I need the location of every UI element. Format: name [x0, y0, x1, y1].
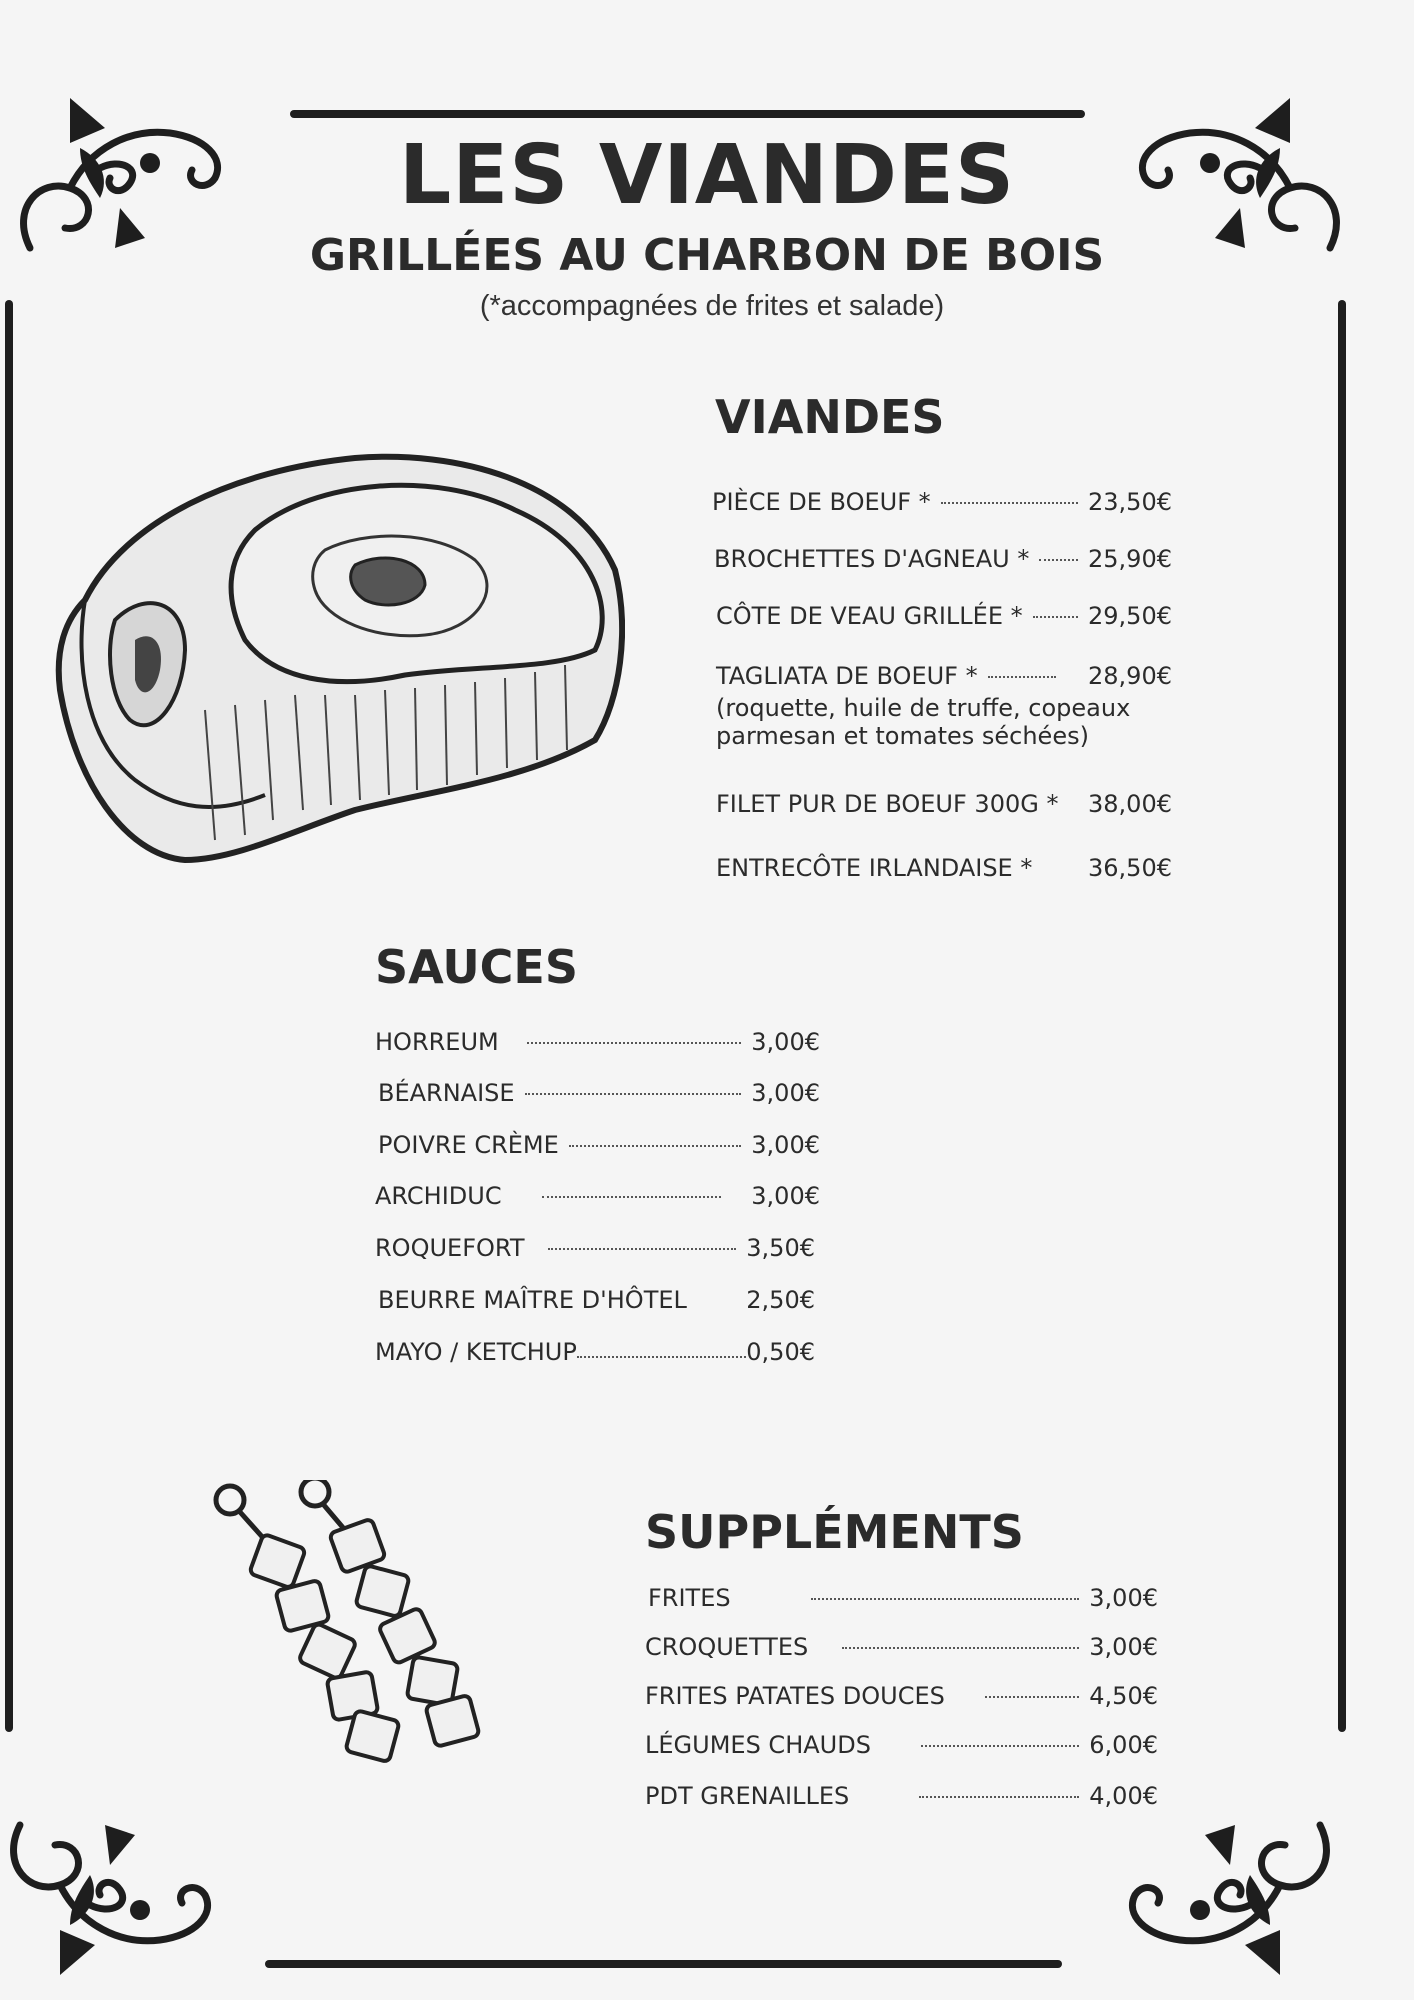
item-price: 25,90€ — [1088, 545, 1172, 573]
list-item — [716, 790, 1172, 818]
left-rule — [5, 300, 13, 1732]
item-name: ENTRECÔTE IRLANDAISE * — [716, 854, 1033, 882]
list-item — [714, 545, 1172, 573]
item-price: 3,50€ — [746, 1234, 815, 1262]
list-item — [645, 1633, 1158, 1661]
dot-leader — [542, 1196, 722, 1198]
dot-leader — [1039, 559, 1078, 561]
top-rule — [290, 110, 1085, 118]
list-item — [716, 602, 1172, 630]
item-price: 3,00€ — [751, 1079, 820, 1107]
skewers-illustration-icon — [205, 1480, 525, 1780]
dot-leader — [941, 502, 1078, 504]
item-price: 4,50€ — [1089, 1682, 1158, 1710]
dot-leader — [811, 1598, 1080, 1600]
item-price: 28,90€ — [1088, 662, 1172, 690]
right-rule — [1338, 300, 1346, 1732]
item-price: 2,50€ — [746, 1286, 815, 1314]
dot-leader — [919, 1796, 1079, 1798]
list-item — [712, 488, 1172, 516]
dot-leader — [988, 676, 1056, 678]
list-item — [375, 1028, 820, 1056]
item-price: 0,50€ — [746, 1338, 815, 1366]
viandes-section-title: VIANDES — [715, 390, 945, 444]
item-name: BROCHETTES D'AGNEAU * — [714, 545, 1030, 573]
dot-leader — [577, 1356, 746, 1358]
dot-leader — [569, 1145, 741, 1147]
sauces-section-title: SAUCES — [375, 940, 578, 994]
list-item — [645, 1782, 1158, 1810]
item-price: 3,00€ — [1089, 1584, 1158, 1612]
item-name: PDT GRENAILLES — [645, 1782, 850, 1810]
item-name: CROQUETTES — [645, 1633, 809, 1661]
flourish-ornament-icon — [0, 1815, 220, 1985]
item-name: HORREUM — [375, 1028, 499, 1056]
item-name: PIÈCE DE BOEUF * — [712, 488, 931, 516]
list-item — [378, 1286, 815, 1314]
supplements-section-title: SUPPLÉMENTS — [645, 1505, 1024, 1559]
item-description: (roquette, huile de truffe, copeaux parmesan et tomates séchées) — [716, 694, 1131, 750]
dot-leader — [548, 1248, 736, 1250]
item-name: TAGLIATA DE BOEUF * — [716, 662, 978, 690]
list-item — [378, 1079, 820, 1107]
bottom-rule — [265, 1960, 1062, 1968]
item-price: 29,50€ — [1088, 602, 1172, 630]
item-price: 3,00€ — [751, 1182, 820, 1210]
item-name: ROQUEFORT — [375, 1234, 525, 1262]
dot-leader — [527, 1042, 742, 1044]
item-name: BEURRE MAÎTRE D'HÔTEL — [378, 1286, 687, 1314]
page-subtitle: GRILLÉES AU CHARBON DE BOIS — [309, 230, 1105, 281]
list-item — [375, 1338, 815, 1366]
list-item — [645, 1731, 1158, 1759]
dot-leader — [985, 1696, 1079, 1698]
accompaniment-note: (*accompagnées de frites et salade) — [479, 290, 945, 322]
item-price: 6,00€ — [1089, 1731, 1158, 1759]
list-item — [375, 1182, 820, 1210]
item-name: POIVRE CRÈME — [378, 1131, 559, 1159]
item-name: FILET PUR DE BOEUF 300G * — [716, 790, 1059, 818]
dot-leader — [842, 1647, 1079, 1649]
item-name: FRITES PATATES DOUCES — [645, 1682, 945, 1710]
item-price: 23,50€ — [1088, 488, 1172, 516]
steak-illustration-icon — [55, 450, 625, 870]
dot-leader — [525, 1093, 742, 1095]
dot-leader — [921, 1745, 1079, 1747]
item-name: FRITES — [648, 1584, 731, 1612]
flourish-ornament-icon — [1120, 1815, 1340, 1985]
item-price: 3,00€ — [751, 1131, 820, 1159]
list-item — [645, 1682, 1158, 1710]
item-name: MAYO / KETCHUP — [375, 1338, 577, 1366]
list-item — [716, 854, 1172, 882]
list-item — [716, 662, 1172, 690]
item-name: CÔTE DE VEAU GRILLÉE * — [716, 602, 1023, 630]
item-name: LÉGUMES CHAUDS — [645, 1731, 871, 1759]
item-price: 4,00€ — [1089, 1782, 1158, 1810]
list-item — [648, 1584, 1158, 1612]
list-item — [378, 1131, 820, 1159]
item-name: BÉARNAISE — [378, 1079, 515, 1107]
item-price: 3,00€ — [1089, 1633, 1158, 1661]
item-price: 3,00€ — [751, 1028, 820, 1056]
item-name: ARCHIDUC — [375, 1182, 502, 1210]
list-item — [375, 1234, 815, 1262]
dot-leader — [1033, 616, 1078, 618]
item-price: 36,50€ — [1088, 854, 1172, 882]
page-title: LES VIANDES — [398, 128, 1016, 223]
item-price: 38,00€ — [1088, 790, 1172, 818]
